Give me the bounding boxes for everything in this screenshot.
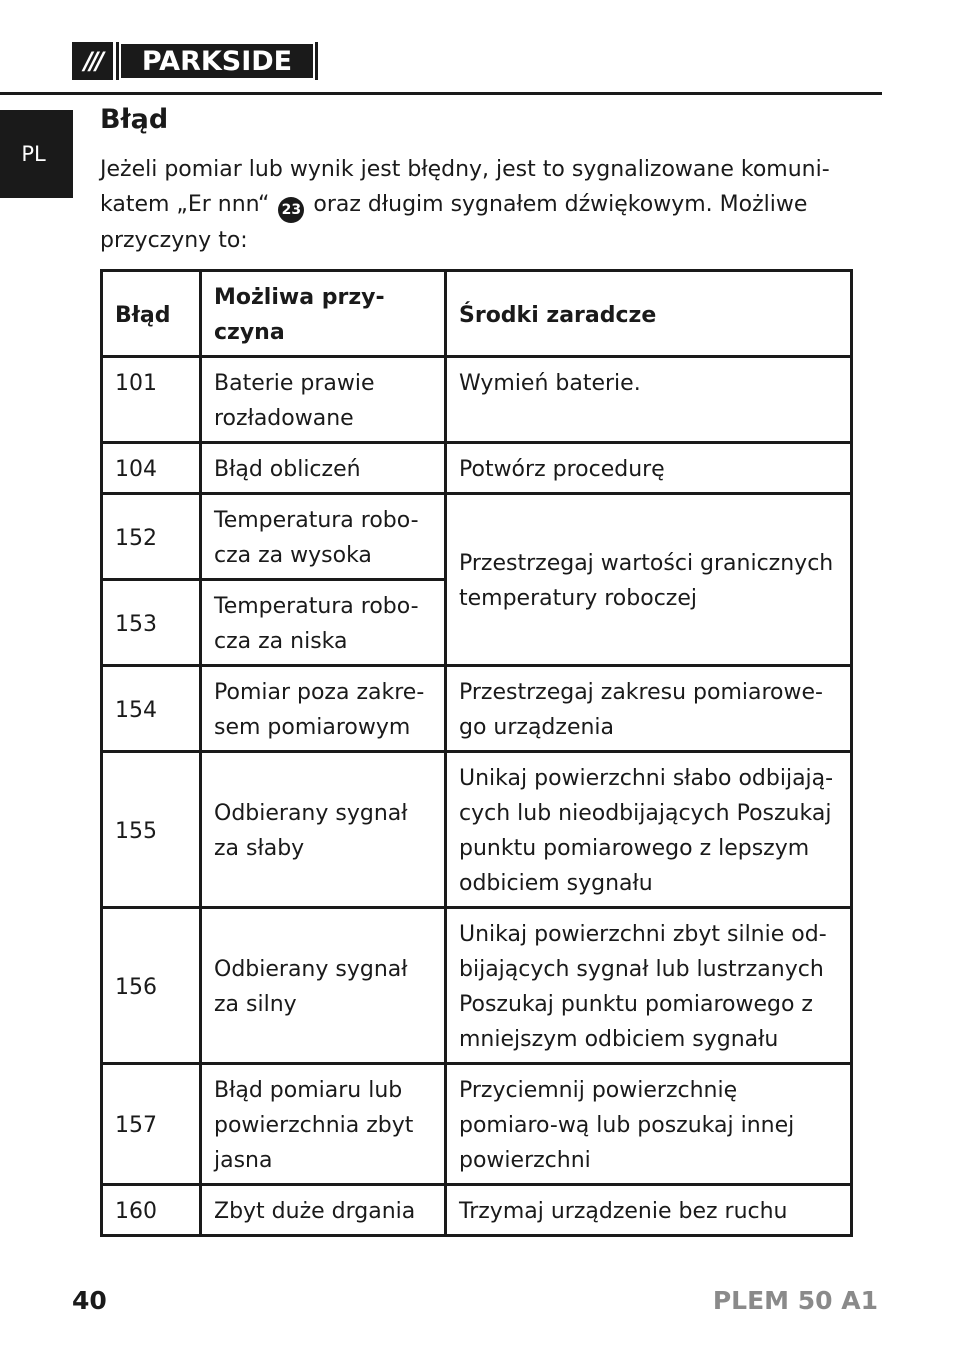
error-remedy: Unikaj powierzchni zbyt silnie od-bijających sygnał lub lustrzanych Poszukaj punktu pomiarowego z mniejszym odbiciem sygnału — [446, 908, 852, 1064]
error-cause: Temperatura robo-cza za wysoka — [201, 494, 446, 580]
intro-paragraph — [100, 152, 860, 258]
error-code: 152 — [102, 494, 201, 580]
intro-text-before: Jeżeli pomiar lub wynik jest błędny, jest to sygnalizowane komunikatem „Er nnn“ — [100, 157, 830, 217]
table-row — [102, 494, 852, 580]
intro-text-after: oraz długim sygnałem dźwiękowym. Możliwe przyczyny to: — [100, 192, 808, 253]
table-row — [102, 666, 852, 752]
language-tab: PL — [0, 110, 73, 198]
error-cause: Odbierany sygnał za słaby — [201, 752, 446, 908]
table-row — [102, 443, 852, 494]
error-remedy: Przestrzegaj wartości granicznych temperatury roboczej — [446, 494, 852, 666]
error-remedy: Przestrzegaj zakresu pomiarowe-go urządzenia — [446, 666, 852, 752]
logo-text: PARKSIDE — [119, 42, 315, 80]
error-code: 101 — [102, 357, 201, 443]
reference-number-badge: 23 — [278, 197, 304, 223]
error-remedy: Wymień baterie. — [446, 357, 852, 443]
error-code: 157 — [102, 1064, 201, 1185]
header-rule — [0, 92, 882, 95]
table-header-row — [102, 271, 852, 357]
table-row — [102, 752, 852, 908]
error-cause: Odbierany sygnał za silny — [201, 908, 446, 1064]
error-code: 154 — [102, 666, 201, 752]
error-code: 156 — [102, 908, 201, 1064]
error-table — [100, 269, 853, 1237]
page-number: 40 — [72, 1286, 107, 1315]
table-row — [102, 357, 852, 443]
error-cause: Temperatura robo-cza za niska — [201, 580, 446, 666]
logo-slashes: /// — [72, 42, 116, 80]
header-remedy: Środki zaradcze — [446, 271, 852, 357]
model-name: PLEM 50 A1 — [712, 1286, 878, 1315]
table-row — [102, 1064, 852, 1185]
error-code: 104 — [102, 443, 201, 494]
error-remedy: Unikaj powierzchni słabo odbijają-cych lub nieodbijających Poszukaj punktu pomiarowego z lepszym odbiciem sygnału — [446, 752, 852, 908]
error-cause: Pomiar poza zakre-sem pomiarowym — [201, 666, 446, 752]
error-remedy: Przyciemnij powierzchnię pomiaro-wą lub poszukaj innej powierzchni — [446, 1064, 852, 1185]
header-cause: Możliwa przy-czyna — [201, 271, 446, 357]
error-remedy: Potwórz procedurę — [446, 443, 852, 494]
table-row — [102, 908, 852, 1064]
error-code: 160 — [102, 1185, 201, 1236]
section-title: Błąd — [100, 104, 169, 135]
error-cause: Błąd pomiaru lub powierzchnia zbyt jasna — [201, 1064, 446, 1185]
error-cause: Baterie prawie rozładowane — [201, 357, 446, 443]
header-error: Błąd — [102, 271, 201, 357]
parkside-logo — [72, 42, 318, 80]
error-cause: Zbyt duże drgania — [201, 1185, 446, 1236]
table-row — [102, 1185, 852, 1236]
error-code: 155 — [102, 752, 201, 908]
error-cause: Błąd obliczeń — [201, 443, 446, 494]
error-code: 153 — [102, 580, 201, 666]
error-remedy: Trzymaj urządzenie bez ruchu — [446, 1185, 852, 1236]
